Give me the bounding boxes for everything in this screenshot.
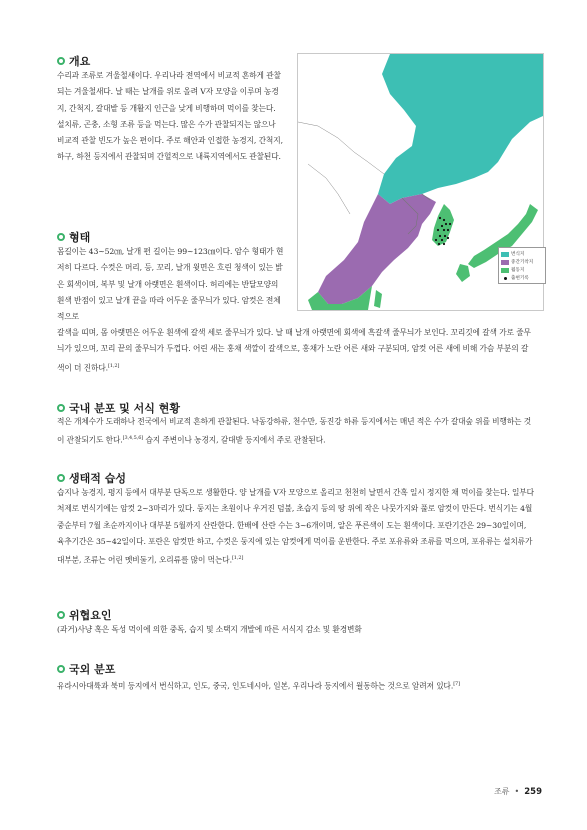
ecology-paragraph: 습지나 농경지, 평지 등에서 대부분 단독으로 생활한다. 양 날개를 V자 모양으로 올리고 천천히 날면서 간혹 일시 정지한 채 먹이를 찾는다. 일부다처제로 번식기에는 암컷 2~3마리가 있다. 둥지는 초원이나 우거진 덤불, 초습지 등의 땅 위에 작은 나뭇가지와 풀로 암컷이 만든다. 번식기는 4월 중순부터 7월 초순까지이나 대부분 5월까지 산란한다. 한배에 산란 수는 3~6개이며, 알은 푸른색이 도는 흰색이다. 포란기간은 29~30일이며, 육추기간은 35~42일이다. 포란은 암컷만 하고, 수컷은 둥지에 있는 암컷에게 먹이를 운반한다. 주로 포유류와 조류를 먹으며, 포유류는 설치류가 대부분, 조류는 어린 멧비둘기, 오리류를 많이 먹는다.[1,2] [57,488,534,565]
section-title-domestic: 국내 분포 및 서식 현황 [57,400,180,416]
threats-paragraph: (과거)사냥 혹은 독성 먹이에 의한 중독, 습지 및 소택지 개발에 따른 서식지 감소 및 환경변화 [57,625,362,634]
distribution-map [297,53,544,311]
legend-item-breeding: 번식지 [501,250,543,258]
section-title-foreign: 국외 분포 [57,661,115,677]
section-title-threats: 위협요인 [57,607,112,623]
domestic-paragraph: 적은 개체수가 도래하나 전국에서 비교적 흔하게 관찰된다. 낙동강하류, 천수만, 동진강 하류 등지에서는 매년 적은 수가 갈대숲 위를 비행하는 것이 관찰되기도 한다.[3,4,5,6] 습지 주변이나 농경지, 갈대밭 등지에서 주로 관찰된다. [57,417,532,445]
citation: [1,2] [231,555,244,562]
section-title-morphology: 형태 [57,229,90,245]
stopover-range [318,194,436,304]
section-bullet-icon [57,233,65,241]
page-footer [494,786,542,797]
footer-label: 조류 [494,787,510,796]
legend-swatch [501,268,509,273]
overview-paragraph: 수리과 조류로 겨울철새이다. 우리나라 전역에서 비교적 흔하게 관찰되는 겨울철새다. 날 때는 날개를 위로 올려 V자 모양을 이루며 농경지, 간척지, 갈대밭 등 개활지 인근을 낮게 비행하며 먹이를 찾는다. 설치류, 곤충, 소형 조류 등을 먹는다. 많은 수가 관찰되지는 않으나 비교적 관찰 빈도가 높은 편이다. 주로 해안과 인접한 농경지, 간척지, 하구, 하천 등지에서 관찰되며 간헐적으로 내륙지역에서도 관찰된다. [57,71,283,162]
section-title-ecology: 생태적 습성 [57,470,126,486]
taiwan-wintering [374,290,382,308]
section-bullet-icon [57,665,65,673]
section-bullet-icon [57,57,65,65]
legend-swatch [501,260,509,265]
legend-swatch [501,252,509,257]
legend-item-record: 출현기록 [501,274,543,282]
section-bullet-icon [57,404,65,412]
legend-item-wintering: 월동지 [501,266,543,274]
footer-separator: • [514,787,520,796]
citation: [3,4,5,6] [122,435,144,442]
kyushu-wintering [456,264,470,282]
map-legend [498,247,546,284]
citation: [1,2] [108,362,120,369]
page-number: 259 [524,786,542,797]
record-dot-icon [504,277,507,280]
section-bullet-icon [57,611,65,619]
section-bullet-icon [57,474,65,482]
citation: [7] [453,681,460,687]
morphology-paragraph-wide: 갈색을 띠며, 몸 아랫면은 어두운 흰색에 갈색 세로 줄무늬가 있다. 날 때 날개 아랫면에 회색에 흑갈색 줄무늬가 보인다. 꼬리깃에 갈색 가로 줄무늬가 있으며, 꼬리 끝의 줄무늬가 두껍다. 어린 새는 홍채 색깔이 갈색으로, 홍채가 노란 어른 새와 구분되며, 암컷 어른 새에 비해 가슴 부분의 갈색이 더 진하다.[1,2] [57,328,531,373]
legend-item-stopover: 중간기착지 [501,258,543,266]
section-title-overview: 개요 [57,53,90,69]
breeding-range [378,54,543,204]
morphology-paragraph-narrow: 몸길이는 43~52㎝, 날개 편 길이는 99~123㎝이다. 암수 형태가 현저히 다르다. 수컷은 머리, 등, 꼬리, 날개 윗면은 흐린 청색이 있는 밝은 회색이며, 복부 및 날개 아랫면은 흰색이다. 허리에는 반달모양의 흰색 반점이 있고 날개 끝을 따라 어두운 줄무늬가 있다. 암컷은 전체적으로 [57,247,284,322]
foreign-paragraph: 유라시아대륙과 북미 등지에서 번식하고, 인도, 중국, 인도네시아, 일본, 우리나라 등지에서 월동하는 것으로 알려져 있다.[7] [57,681,460,691]
coastline [298,122,384,214]
